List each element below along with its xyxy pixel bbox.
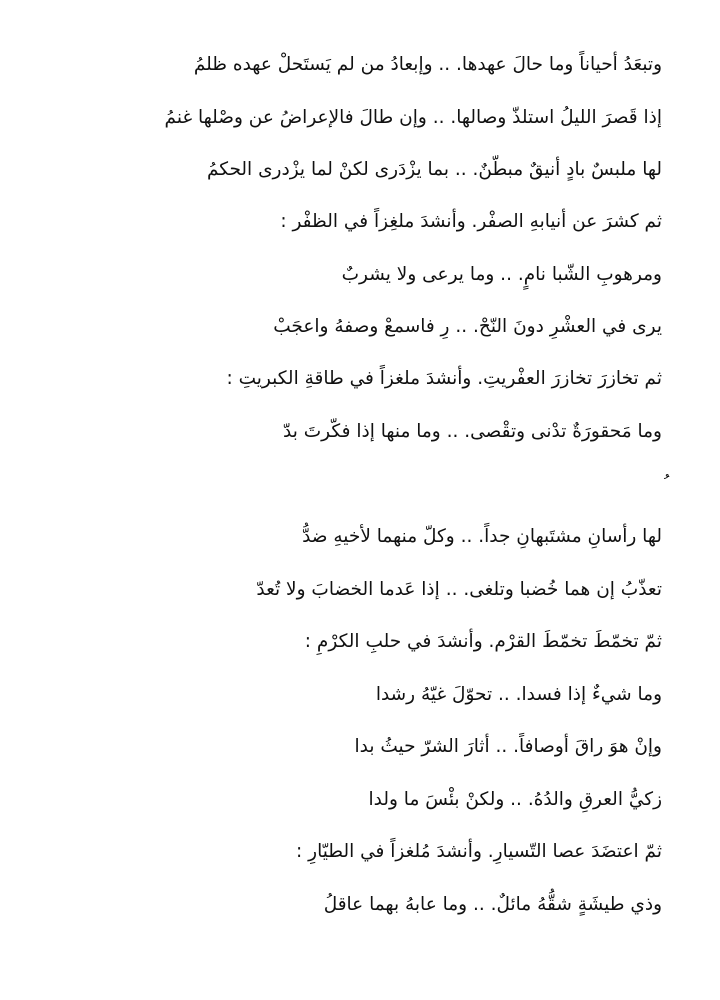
verse-line-15: زكيُّ العرقِ والدُهُ. .. ولكنْ بئْسَ ما ولدا — [368, 789, 662, 810]
verse-line-14: وإنْ هوَ راقَ أوصافاً. .. أثارَ الشرّ حيثُ بدا — [354, 736, 662, 757]
prose-line-12: ثمّ تخمّطَ تخمّطَ القرْم. وأنشدَ في حلبِ الكرْمِ : — [304, 631, 662, 652]
prose-line-4: ثم كشرَ عن أنيابهِ الصفْر. وأنشدَ ملغِزاً في الظفْر : — [280, 211, 662, 232]
verse-line-5: ومرهوبِ الشّبا نامٍ. .. وما يرعى ولا يشربٌ — [341, 264, 662, 285]
verse-line-6: يرى في العشْرِ دونَ النّحْ. .. رِ فاسمعْ وصفهُ واعجَبْ — [273, 316, 662, 337]
prose-line-7: ثم تخازرَ تخازرَ العفْريتِ. وأنشدَ ملغزاً في طاقةِ الكبريتِ : — [226, 368, 662, 389]
verse-line-3: لها ملبسٌ بادٍ أنيقٌ مبطّنٌ. .. بما يزْدَرى لكنْ لما يزْدرى الحكمُ — [206, 159, 662, 180]
verse-line-10: لها رأسانِ مشتَبهانِ جداً. .. وكلّ منهما لأخيهِ ضدُّ — [302, 526, 662, 547]
prose-line-16: ثمّ اعتضَدَ عصا التّسيارِ. وأنشدَ مُلغزاً في الطيّارِ : — [296, 841, 662, 862]
verse-line-17: وذي طيشَةٍ شقُّهُ مائلٌ. .. وما عابهُ بهما عاقلُ — [323, 894, 662, 915]
verse-line-2: إذا قَصرَ الليلُ استلذّ وصالها. .. وإن طالَ فالإعراضُ عن وصْلها غنمُ — [164, 107, 662, 128]
verse-line-11: تعذّبُ إن هما خُضبا وتلغى. .. إذا عَدما الخضابَ ولا تُعدّ — [256, 579, 662, 600]
verse-line-13: وما شيءٌ إذا فسدا. .. تحوّلَ غيّهُ رشدا — [375, 684, 662, 705]
verse-line-1: وتبعَدُ أحياناً وما حالَ عهدها. .. وإبعادُ من لم يَستَحلْ عهده ظلمُ — [193, 54, 662, 75]
verse-line-8: وما مَحقورَةٌ تدْنى وتقْصى. .. وما منها إذا فكّرتَ بدّ — [283, 421, 662, 442]
